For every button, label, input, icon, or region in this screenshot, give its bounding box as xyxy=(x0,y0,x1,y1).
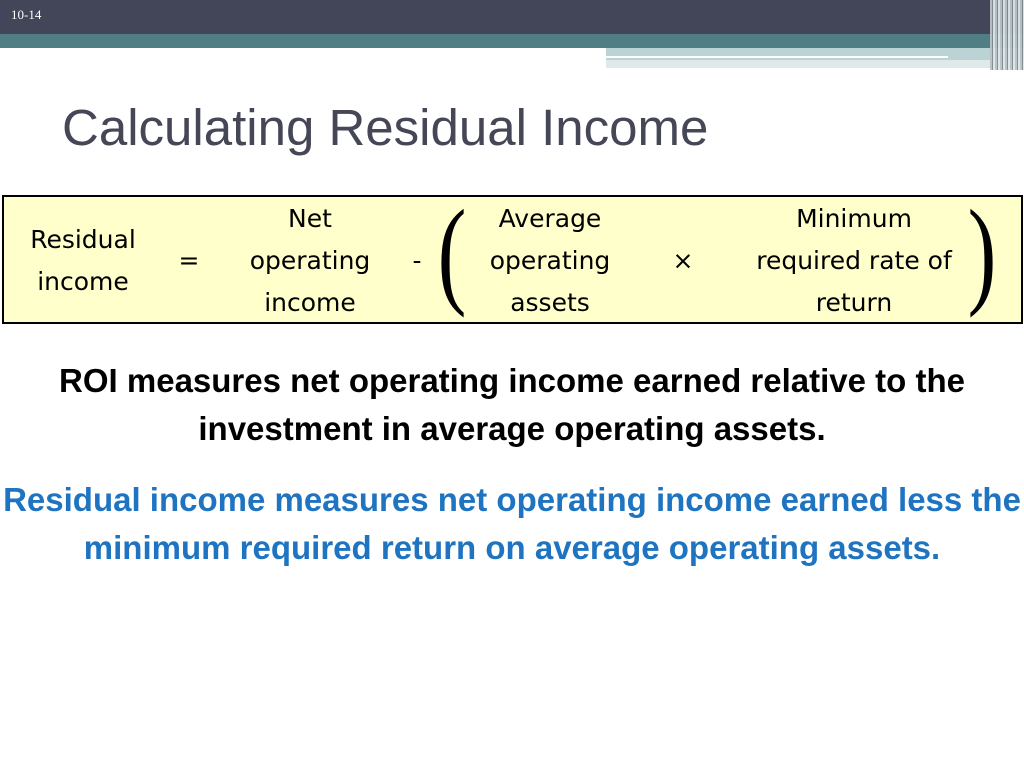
formula-line: income xyxy=(264,288,356,317)
slide-title: Calculating Residual Income xyxy=(62,99,709,156)
formula-close-paren: ) xyxy=(967,185,997,318)
formula-term-minimum-required-rate xyxy=(722,198,986,324)
slide-number: 10-14 xyxy=(11,7,42,22)
formula-line: Residual xyxy=(30,225,136,254)
formula-line: required rate of xyxy=(756,246,952,275)
header-stripe-decoration xyxy=(990,0,1024,70)
formula-multiply-sign: × xyxy=(672,246,694,275)
formula-line: operating xyxy=(489,246,611,275)
residual-income-statement: Residual income measures net operating income earned less the minimum required return on average operating assets. xyxy=(3,481,1021,566)
formula-term-average-operating-assets xyxy=(464,198,636,324)
formula-line: Net xyxy=(288,204,332,233)
header-light-band xyxy=(606,48,1024,60)
formula-open-paren: ( xyxy=(437,185,467,318)
formula-line: Minimum xyxy=(796,204,912,233)
formula-line: return xyxy=(815,288,893,317)
formula-equals-sign: = xyxy=(178,246,200,275)
formula-line: income xyxy=(37,267,129,296)
formula-line: operating xyxy=(249,246,371,275)
header-accent-band xyxy=(0,34,1024,48)
formula-line: assets xyxy=(510,288,590,317)
formula-line: Average xyxy=(498,204,602,233)
formula-box xyxy=(2,185,1023,324)
formula-minus-sign: - xyxy=(412,246,422,275)
formula-term-residual-income xyxy=(8,219,158,303)
header-bar xyxy=(0,0,1024,34)
formula-term-net-operating-income xyxy=(226,198,394,324)
header-light-band-lower xyxy=(606,60,1024,68)
roi-statement: ROI measures net operating income earned relative to the investment in average operating assets. xyxy=(59,362,965,447)
header-divider-line xyxy=(606,56,948,58)
